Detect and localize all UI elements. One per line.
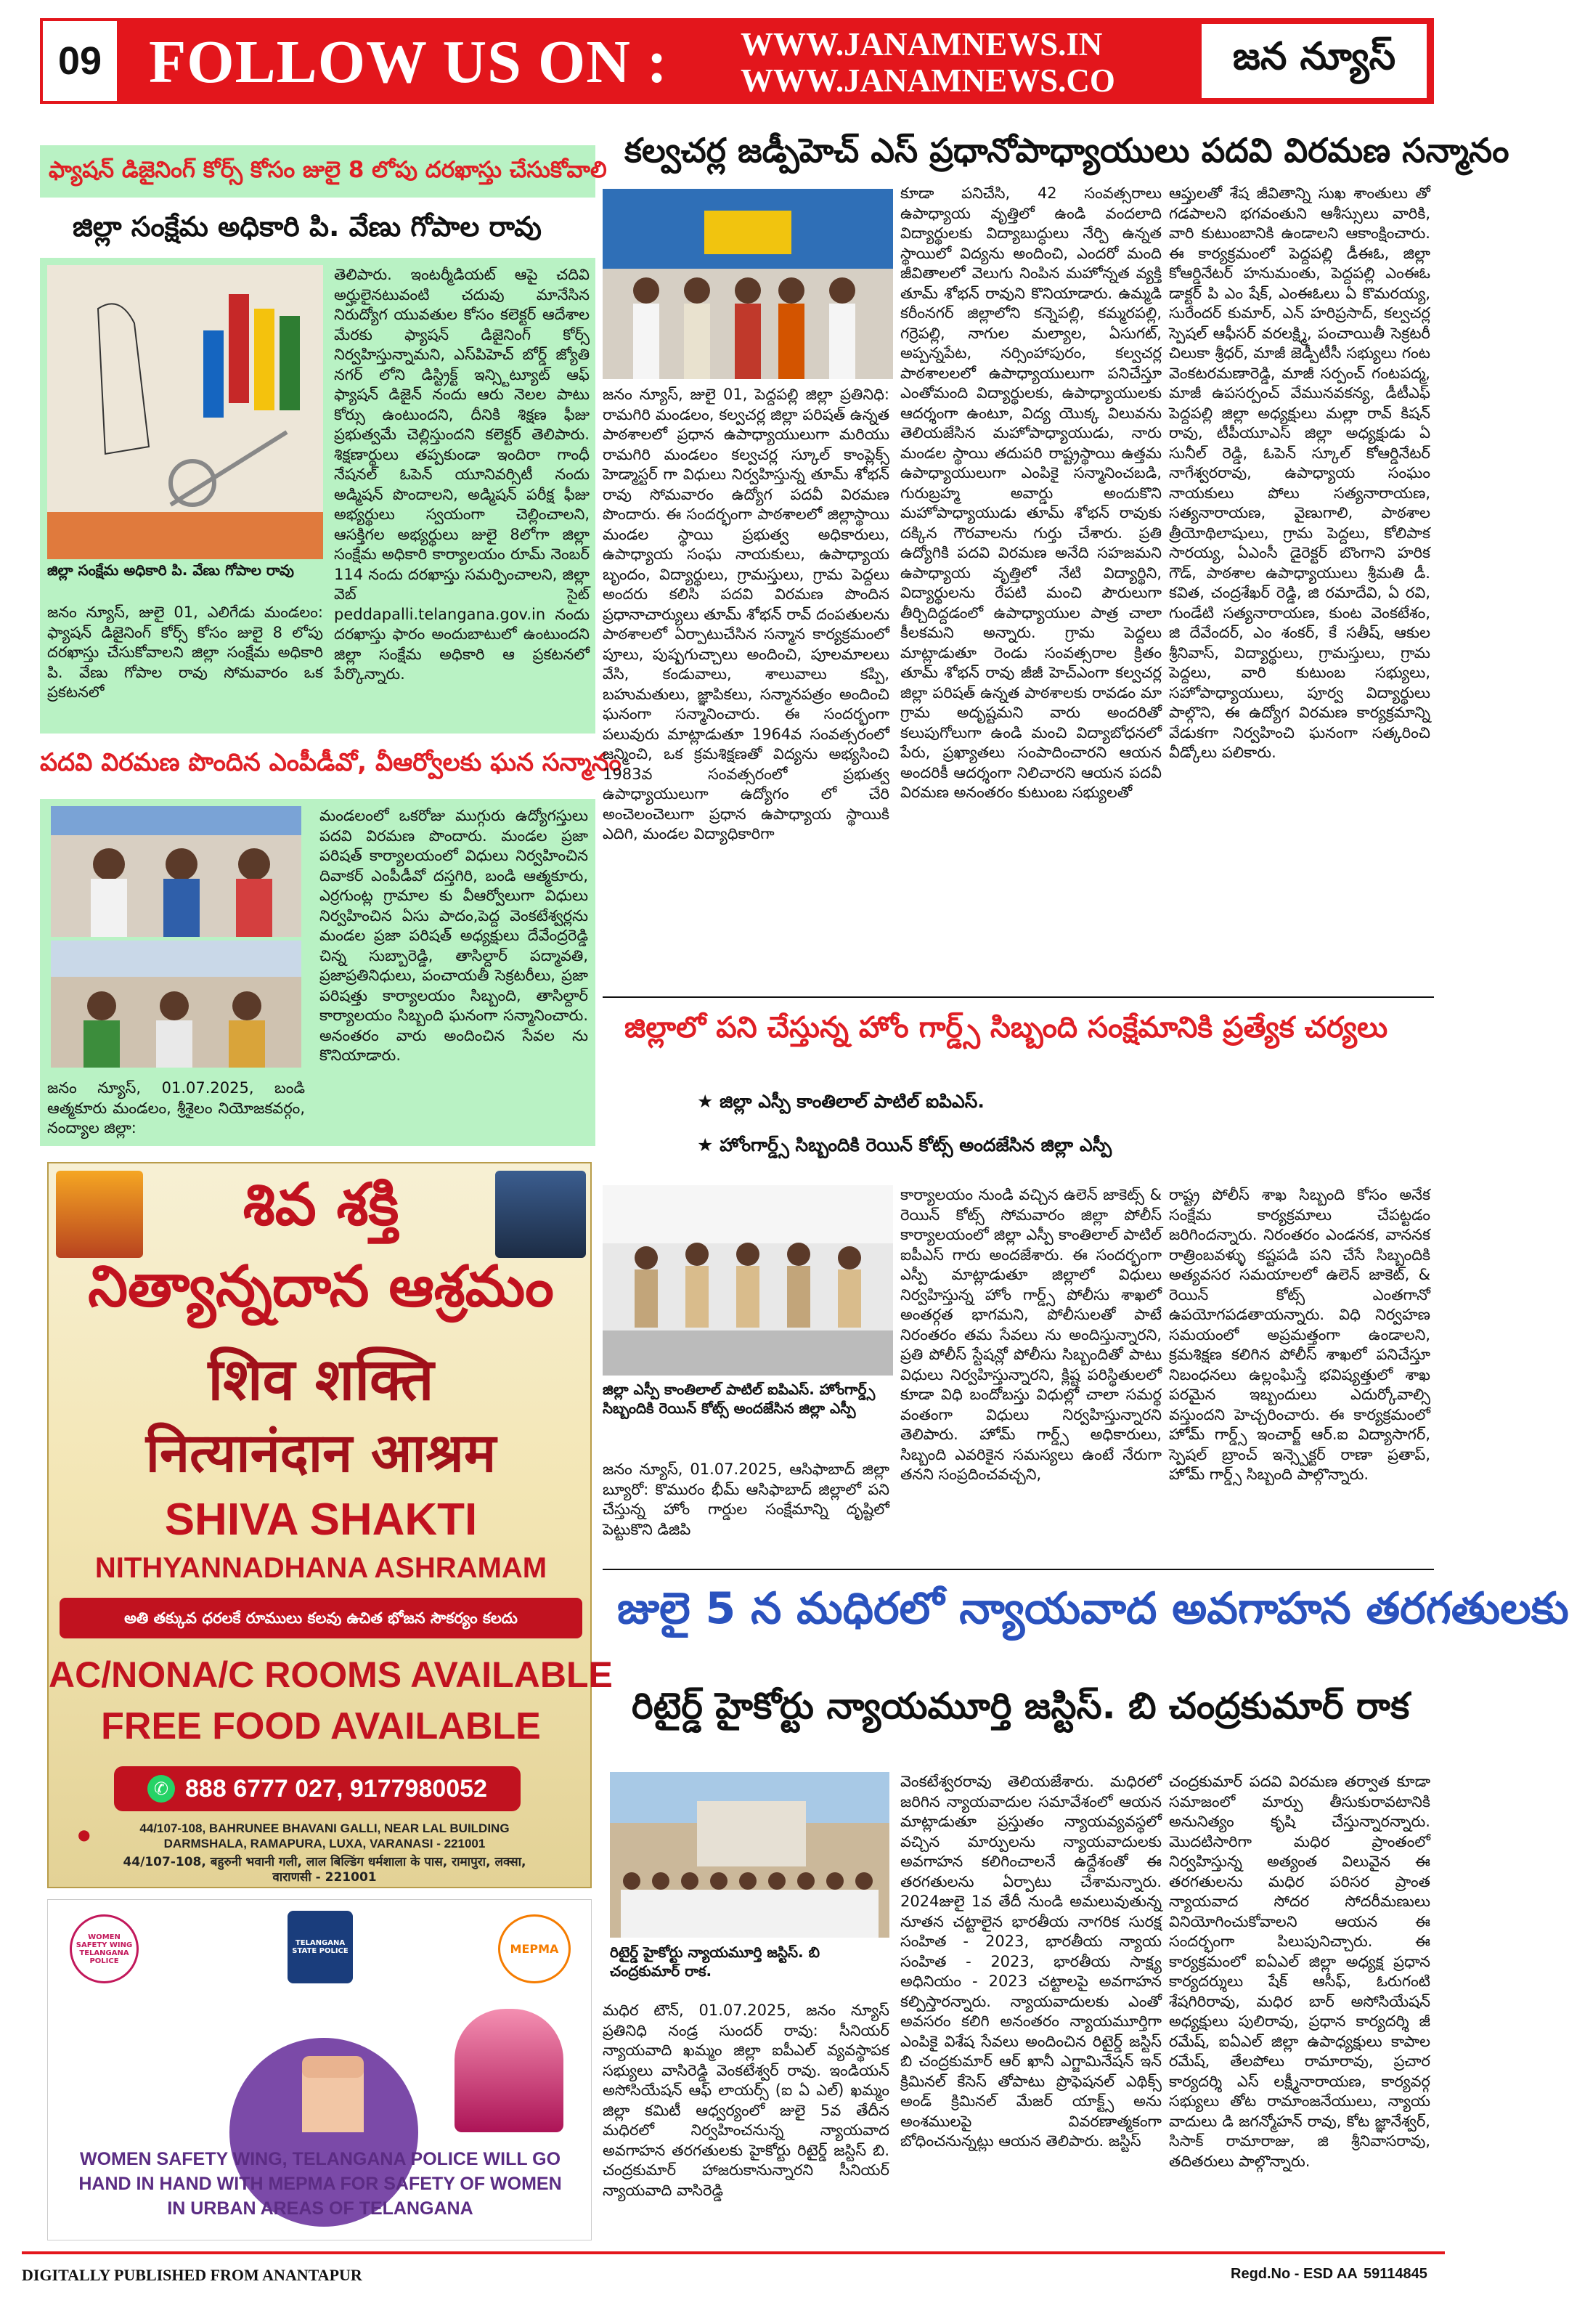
shiva-shakti-ad[interactable]	[47, 1162, 613, 1888]
mpdo-headline: పదవి విరమణ పొందిన ఎంపీడీవో, వీఆర్వోలకు ఘన సన్మానం	[40, 748, 622, 777]
ad-title-telugu-2: నిత్యాన్నదాన ఆశ్రమం	[88, 1254, 554, 1320]
homeguards-body-col1: జనం న్యూస్, 01.07.2025, ఆసిఫాబాద్ జిల్లా బ్యూరో: కొమురం భీమ్ ఆసిఫాబాద్ జిల్లాలో పని చేస్తున్న హోం గార్డుల సంక్షేమాన్ని దృష్టిలో పెట్టుకొని డిజిపి	[603, 1460, 889, 1538]
woman-illustration	[455, 2009, 563, 2132]
ad-title-english-1: SHIVA SHAKTI	[164, 1495, 478, 1545]
kalvacharla-body-col2: కూడా పనిచేసి, 42 సంవత్సరాలు ఉపాధ్యాయ వృత్తిలో ఉండి వందలాది విద్యార్థులకు విద్యాబుద్ధులు నేర్పి ఉన్నత స్థాయిలో విద్యను అందించి, ఎందరో మంది జీవితాలలో వెలుగు నింపిన మహోన్నత వ్యక్తి తూమ్ శోభన్ రావుని కొనియాడారు. ఉమ్మడి కరీంనగర్ జిల్లాలోని కన్నెపల్లి, కమ్మరపల్లి, గర్రెపల్లి, నాగుల మల్యాల, ఏసుగట్, అప్పన్నపేట, నర్సింహాపురం, కల్వచర్ల పాఠశాలలలో ఉపాధ్యాయులుగా పనిచేస్తూ ఎంతోమంది విద్యార్థులకు, ఉపాధ్యాయులకు ఆదర్శంగా ఉంటూ, విద్య యొక్క విలువను తెలియజేసిన మహోపాధ్యాయుడు, నారు మండల స్థాయి తదుపరి రాష్ట్రస్థాయి ఉత్తమ ఉపాధ్యాయులుగా ఎంపికై సన్మానించబడి, గురుబ్రహ్మ అవార్డు అందుకొని మహోపాధ్యాయుడు తూమ్ శోభన్ రావుకు దక్కిన గౌరవాలను గుర్తు చేశారు. ప్రతి ఉద్యోగికి పదవి విరమణ అనేది సహజమని ఉపాధ్యాయ వృత్తిలో నేటి విద్యార్థిని, విద్యార్థులను రేపటి మంచి పౌరులుగా తీర్చిదిద్దడంలో ఉపాధ్యాయుల పాత్ర చాలా కీలకమని అన్నారు. గ్రామ పెద్దలు మాట్లాడుతూ రెండు సంవత్సరాల క్రితం తూమ్ శోభన్ రావు జీజీ హెచ్‌ఎంగా కల్వచర్ల జిల్లా పరిషత్ ఉన్నత పాఠశాలకు రావడం మా గ్రామ అదృష్టమని వారు అందరితో కలుపుగోలుగా ఉండి మంచి విద్యాబోధనలో పేరు, ప్రఖ్యాతలు సంపాదించారని ఆయన అందరికీ ఆదర్శంగా నిలిచారని ఆయన పదవీ విరమణ అనంతరం కుటుంబ సభ్యులతో	[900, 184, 1162, 801]
separator-2	[603, 1569, 1434, 1570]
whatsapp-icon: ✆	[147, 1775, 175, 1803]
footer-regd-number: 59114845	[1364, 2266, 1427, 2282]
kalvacharla-headline: కల్వచర్ల జడ్పీహెచ్ ఎస్ ప్రధానోపాధ్యాయులు పదవి విరమణ సన్మానం	[624, 131, 1509, 170]
mepma-logo: MEPMA	[498, 1914, 571, 1983]
ad-phone-bar[interactable]	[114, 1766, 521, 1811]
madhira-headline: జులై 5 న మధిరలో న్యాయవాద అవగాహన తరగతులకు	[617, 1583, 1569, 1634]
raincoat-distribution-image	[603, 1185, 893, 1376]
ad-title-hindi-2: नित्यानंदान आश्रम	[145, 1422, 497, 1484]
ad-address-hindi: 44/107-108, बहुरुनी भवानी गली, लाल बिल्डिंग धर्मशाला के पास, रामापुरा, लक्सा, वाराणसी - 221001	[123, 1855, 526, 1885]
homeguards-photo-caption: జిల్లా ఎస్పీ కాంతిలాల్ పాటిల్ ఐపిఎస్. హోంగార్డ్స్ సిబ్బందికి రెయిన్ కోట్స్ అందజేసిన జిల్లా ఎస్పీ	[603, 1381, 876, 1417]
separator-1	[603, 996, 1434, 998]
women-safety-text: WOMEN SAFETY WING, TELANGANA POLICE WILL GO HAND IN HAND WITH MEPMA FOR SAFETY OF WOMEN IN URBAN AREAS OF TELANGANA	[78, 2149, 562, 2219]
homeguards-bullet-2: ★ హోంగార్డ్స్ సిబ్బందికి రెయిన్ కోట్స్ అందజేసిన జిల్లా ఎస్పీ	[697, 1134, 1112, 1155]
website-url-2[interactable]: WWW.JANAMNEWS.CO	[741, 62, 1115, 99]
homeguards-photo	[603, 1185, 893, 1376]
kalvacharla-body-col3: ఆప్తులతో శేష జీవితాన్ని సుఖ శాంతులు తో గడపాలని భగవంతుని ఆశీస్సులు వారికి, వారి కుటుంబానికి ఉండాలని ఆకాంక్షించారు. ఈ కార్యక్రమంలో పెద్దపల్లి డీఈఓ, జిల్లా కోఆర్డినేటర్ హనుమంతు, పెద్దపల్లి ఎంఈఓ డాక్టర్ పి ఎం షేక్, ఎంఈఓలు ఏ కొమరయ్య, సురేందర్ కుమార్, ఎన్ హరిప్రసాద్, కల్వచర్ల స్పెషల్ ఆఫీసర్ వరలక్ష్మి, పంచాయితీ సెక్రటరీ చిలుకా శ్రీధర్, మాజీ జెడ్పీటీసీ సభ్యులు గంట వెంకటరమణారెడ్డి, మాజీ సర్పంచ్ గంటపద్మ, మాజీ ఉపసర్పంచ్ వేమునవకన్య, డీటీఎఫ్ పెద్దపల్లి జిల్లా అధ్యక్షులు మల్లా రావ్ కిషన్ రావు, టీపీయూఎస్ జిల్లా అధ్యక్షుడు ఏ సునీల్ రెడ్డి, ఓపెన్ స్కూల్ కోఆర్డినేటర్ నాగేశ్వరరావు, ఉపాధ్యాయ సంఘం నాయకులు పోలు సత్యనారాయణ, సత్యనారాయణ, వైణుగాలి, పాఠశాల త్రీయోథిలాషులు, గ్రామ పెద్దలు, కోలిపాక సారయ్య, ఏఎంసీ డైరెక్టర్ బొంగాని హరిక గౌడ్, పాఠశాల ఉపాధ్యాయులు శ్రీమతి డీ. కవిత, చంద్రశేఖర్ రెడ్డి, జి రమాదేవి, ఏ రవి, గుండేటి సత్యనారాయణ, కుంట వెంకటేశం, జి దేవేందర్, ఎం శంకర్, కే సతీష్, ఆకుల శ్రీనివాస్, విద్యార్థులు, గ్రామస్తులు, గ్రామ పెద్దలు, వారి కుటుంబ సభ్యులు, సహోపాధ్యాయులు, పూర్వ విద్యార్థులు పాల్గొని, ఈ ఉద్యోగ విరమణ కార్యక్రమాన్ని వేడుకగా నిర్వహించి ఘనంగా సత్కరించి వీడ్కోలు పలికారు.	[1169, 184, 1430, 761]
ad-title-hindi-1: शिव शक्ति	[208, 1346, 434, 1413]
madhira-subhead: రిటైర్డ్ హైకోర్టు న్యాయమూర్తి జస్టిస్. బి చంద్రకుమార్ రాక	[632, 1685, 1410, 1727]
page-number: 09	[57, 39, 102, 83]
homeguards-body-col2: కార్యాలయం నుండి వచ్చిన ఉలెన్ జాకెట్స్ & రెయిన్ కోట్స్ సోమవారం జిల్లా పోలీస్ కార్యాలయంలో జిల్లా ఎస్పీ కాంతిలాల్ పాటిల్ ఐపీఎస్ గారు అందజేశారు. ఈ సందర్భంగా ఎస్పీ మాట్లాడుతూ జిల్లాలో విధులు నిర్వహిస్తున్న హోం గార్డ్స్ పోలీసు శాఖలో అంతర్గత భాగమని, పోలీసులతో పాటే నిరంతరం తమ సేవలు ను అందిస్తున్నారని, ప్రతి పోలీస్ స్టేషన్లో పోలీసు సిబ్బందితో పాటు విధులు నిర్వహిస్తున్నారని, క్లిష్ట పరిస్థితులలో కూడా విధి బందోబస్తు విధుల్లో చాలా సమర్థ వంతంగా విధులు నిర్వహిస్తున్నారని తెలిపారు. హోమ్ గార్డ్స్ అధికారులు, సిబ్బంది ఎవరికైన సమస్యలు ఉంటే నేరుగా తనని సంప్రదించవచ్చని,	[900, 1186, 1162, 1483]
madhira-body-col3: చంద్రకుమార్ పదవి విరమణ తర్వాత కూడా సమాజంలో మార్పు తీసుకురావటానికి అనునిత్యం కృషి చేస్తున్నారన్నారు. మొదటిసారిగా మధిర ప్రాంతంలో నిర్వహిస్తున్న అత్యంత విలువైన ఈ తరగతులను మధిర పరిసర ప్రాంత న్యాయవాద సోదర సోదరీమణులు వినియోగించుకోవాలని ఆయన ఈ సందర్భంగా పిలుపునిచ్చారు. ఈ కార్యక్రమంలో ఐఏఎల్ జిల్లా అధ్యక్ష ప్రధాన కార్యదర్శులు షేక్ ఆసీఫ్, ఓరుగంటి శేషగిరిరావు, మధిర బార్ అసోసియేషన్ అధ్యక్షులు పులిరావు, ప్రధాన కార్యదర్శి జీ రమేష్, ఐఏఎల్ జిల్లా ఉపాధ్యక్షులు కాపాల రమేష్, తేలపోలు రామారావు, ప్రచార కార్యదర్శి ఎస్ లక్ష్మీనారాయణ, కార్యవర్గ సభ్యులు తోట రామాంజనేయులు, న్యాయ వాదులు డి జగన్మోహన్ రావు, కోట జ్ఞానేశ్వర్, సిసాక్ రామారాజు, జి శ్రీనివాసరావు, తదితరులు పాల్గొన్నారు.	[1169, 1773, 1430, 2170]
footer-published-from: DIGITALLY PUBLISHED FROM ANANTAPUR	[22, 2266, 362, 2284]
ad-free-food: FREE FOOD AVAILABLE	[101, 1705, 541, 1747]
homeguards-headline: జిల్లాలో పని చేస్తున్న హోం గార్డ్స్ సిబ్బంది సంక్షేమానికి ప్రత్యేక చర్యలు	[624, 1011, 1388, 1044]
page-header	[40, 18, 1434, 104]
homeguards-body-col3: రాష్ట్ర పోలీస్ శాఖ సిబ్బంది కోసం అనేక సంక్షేమ కార్యక్రమాలు చేపట్టడం జరిగిందన్నారు. నిరంతరం ఎండనక, వాననక రాత్రింబవళ్ళు కష్టపడి పని చేసే సిబ్బందికి అత్యవసర సమయాలలో ఉలెన్ జాకెట్, & రెయిన్ కోట్స్ ఎంతగానో ఉపయోగపడతాయన్నారు. విధి నిర్వహణ సమయంలో అప్రమత్తంగా ఉండాలని, క్రమశిక్షణ కలిగిన పోలీస్ శాఖలో పనిచేస్తూ నిబంధనలు ఉల్లంఘిస్తే భవిష్యత్తులో శాఖ పరమైన ఇబ్బందులు ఎదుర్కోవాల్సి వస్తుందని హెచ్చరించారు. ఈ కార్యక్రమంలో హోమ్ గార్డ్స్ ఇంచార్జ్ ఆర్.ఐ విద్యాసాగర్, స్పెషల్ బ్రాంచ్ ఇన్స్పెక్టర్ రాణా ప్రతాప్, హోమ్ గార్డ్స్ సిబ్బంది పాల్గొన్నారు.	[1169, 1186, 1430, 1483]
footer-rule	[22, 2251, 1445, 2254]
fashion-body-col2: తెలిపారు. ఇంటర్మీడియట్ ఆపై చదివి అర్హులైనటువంటి చదువు మానేసిన నిరుద్యోగ యువతుల కోసం కలెక్టర్ ఆదేశాల మేరకు ఫ్యాషన్ డిజైనింగ్ కోర్స్ నిర్వహిస్తున్నామని, ఎస్‌పిహెచ్ బోర్డ్ జ్యోతి నగర్ లోని డిస్ట్రిక్ట్ ఇన్స్టిట్యూట్ ఆఫ్ ఫ్యాషన్ డిజైన్ నందు ఆరు నెలల పాటు కోర్సు ఉంటుందని, దీనికి శిక్షణ ఫీజు ప్రభుత్వమే చెల్లిస్తుందని కలెక్టర్ తెలిపారు. శిక్షణార్థులు తప్పకుండా ఇందిరా గాంధీ నేషనల్ ఓపెన్ యూనివర్సిటీ నందు అడ్మిషన్ పొందాలని, అడ్మిషన్ పరీక్ష ఫీజు అభ్యర్థులు స్వయంగా చెల్లించాలని, ఆసక్తిగల అభ్యర్థులు జులై 8లోగా జిల్లా సంక్షేమ అధికారి కార్యాలయం రూమ్ నెంబర్ 114 నందు దరఖాస్తు సమర్పించాలని, జిల్లా వెబ్ సైట్ peddapalli.telangana.gov.in నందు దరఖాస్తు ఫారం అందుబాటులో ఉంటుందని జిల్లా సంక్షేమ అధికారి ఆ ప్రకటనలో పేర్కొన్నారు.	[334, 266, 590, 683]
page-number-box	[40, 18, 120, 104]
website-url-1[interactable]: WWW.JANAMNEWS.IN	[741, 26, 1103, 62]
fashion-body-col1: జనం న్యూస్, జులై 01, ఎలిగేడు మండలం: ఫ్యాషన్ డిజైనింగ్ కోర్స్ కోసం జులై 8 లోపు దరఖాస్తు చేసుకోవాలని జిల్లా సంక్షేమ అధికారి పి. వేణు గోపాల రావు సోమవారం ఒక ప్రకటనలో	[47, 604, 323, 701]
kalvacharla-photo	[603, 189, 893, 379]
ad-title-english-2: NITHYANNADHANA ASHRAMAM	[94, 1552, 547, 1584]
fashion-photo-caption: జిల్లా సంక్షేమ అధికారి పి. వేణు గోపాల రావు	[47, 561, 294, 579]
mpdo-felicitation-image-1	[51, 806, 301, 937]
madhira-body-col1: మధిర టౌన్, 01.07.2025, జనం న్యూస్ ప్రతినిధి నండ్ర సుందర్ రావు: సీనియర్ న్యాయవాది ఖమ్మం జిల్లా ఐపీఎల్ వ్యవస్థాపక సభ్యులు వాసిరెడ్డి వెంకటేశ్వర్ రావు. ఇండియన్ అసోసియేషన్ ఆఫ్ లాయర్స్ (ఐ ఏ ఎల్) ఖమ్మం జిల్లా కమిటీ ఆధ్వర్యంలో జులై 5వ తేదీన మధిరలో నిర్వహించనున్న న్యాయవాద అవగాహన తరగతులకు హైకోర్టు రిటైర్డ్ జస్టిస్ బి. చంద్రకుమార్ హాజరుకానున్నారని సీనియర్ న్యాయవాది వాసిరెడ్డి	[603, 2002, 889, 2199]
raised-fist-illustration	[193, 1987, 455, 2132]
logo-text: జన న్యూస్	[1232, 34, 1396, 78]
janam-news-logo	[1202, 24, 1427, 98]
madhira-photo-caption: రిటైర్డ్ హైకోర్టు న్యాయమూర్తి జస్టిస్. బి చంద్రకుమార్ రాక.	[610, 1943, 820, 1980]
women-safety-ad[interactable]	[47, 1899, 592, 2240]
mpdo-photo-1	[51, 806, 301, 937]
retirement-felicitation-image	[603, 189, 893, 379]
footer-regd-label: Regd.No - ESD AA	[1231, 2266, 1358, 2282]
madhira-body-col2: వెంకటేశ్వరరావు తెలియజేశారు. మధిరలో జరిగిన న్యాయవాదుల సమావేశంలో ఆయన మాట్లాడుతూ ప్రస్తుతం న్యాయవ్యవస్థలో వచ్చిన మార్పులను న్యాయవాదులకు అవగాహన కలిగించాలనే ఉద్దేశంతో ఈ తరగతులను ఏర్పాటు చేశామన్నారు. 2024జులై 1వ తేదీ నుండి అమలువుతున్న నూతన చట్టాలైన భారతీయ నాగరిక సురక్ష సంహిత - 2023, భారతీయ న్యాయ సంహిత - 2023, భారతీయ సాక్ష్య అధినియం - 2023 చట్టాలపై అవగాహన కల్పిస్తారన్నారు. న్యాయవాదులకు ఎంతో అవసరం కలిగి అనంతరం న్యాయమూర్తిగా ఎంపికై విశేష సేవలు అందించిన రిటైర్డ్ జస్టిస్ బి చంద్రకుమార్ ఆర్ ఖానీ ఎగ్జామినేషన్ ఇన్ క్రిమినల్ కేసెస్ తోపాటు ప్రొఫెషనల్ ఎథిక్స్ అండ్ క్రిమినల్ మేజర్ యాక్ట్స్ అను అంశములపై వివరణాత్మకంగా బోధించనున్నట్లు ఆయన తెలిపారు. జస్టిస్	[900, 1773, 1162, 2150]
ad-rooms-available: AC/NONA/C ROOMS AVAILABLE	[49, 1654, 613, 1695]
mpdo-photo-2	[51, 940, 301, 1068]
mpdo-body-col1: జనం న్యూస్, 01.07.2025, బండి ఆత్మకూరు మండలం, శ్రీశైలం నియోజకవర్గం, నంద్యాల జిల్లా:	[47, 1079, 305, 1137]
mpdo-felicitation-image-2	[51, 940, 301, 1068]
kalvacharla-body-col1: జనం న్యూస్, జులై 01, పెద్దపల్లి జిల్లా ప్రతినిధి: రామగిరి మండలం, కల్వచర్ల జిల్లా పరిషత్ ఉన్నత పాఠశాలలో ప్రధాన ఉపాధ్యాయులుగా మరియు రామగిరి మండలం కల్వచర్ల స్కూల్ కాంప్లెక్స్ హెడ్మాస్టర్ గా విధులు నిర్వహిస్తున్న తూమ్ శోభన్ రావు సోమవారం ఉద్యోగ పదవీ విరమణ పొందారు. ఈ సందర్భంగా పాఠశాలలో జిల్లాస్థాయి మండల స్థాయి ప్రభుత్వ అధికారులు, ఉపాధ్యాయ సంఘ నాయకులు, ఉపాధ్యాయ బృందం, విద్యార్థులు, గ్రామస్తులు, గ్రామ పెద్దలు అందరు కలిసి పదవి విరమణ పొందిన ప్రధానాచార్యులు తూమ్ శోభన్ రావ్ దంపతులను పాఠశాలలో ఏర్పాటుచేసిన సన్మాన కార్యక్రమంలో పూలు, పుష్పగుచ్చాలు అందించి, పూలమాలలు వేసి, కండువాలు, శాలువాలు కప్పి, బహుమతులు, జ్ఞాపికలు, సన్మానపత్రం అందించి ఘనంగా సన్మానించారు. ఈ సందర్భంగా పలువురు మాట్లాడుతూ 1964వ సంవత్సరంలో జన్మించి, ఒక క్రమశిక్షణతో విద్యను అభ్యసించి 1983వ సంవత్సరంలో ప్రభుత్వ ఉపాధ్యాయులుగా ఉద్యోగం లో చేరి అంచెలంచెలుగా ప్రధాన ఉపాధ్యాయ స్థాయికి ఎదిగి, మండల విద్యాధికారిగా	[603, 386, 889, 842]
follow-us-label: FOLLOW US ON :	[149, 28, 668, 96]
mpdo-body-col2: మండలంలో ఒకరోజు ముగ్గురు ఉద్యోగస్తులు పదవి విరమణ పొందారు. మండల ప్రజా పరిషత్ కార్యాలయంలో విధులు నిర్వహించిన దివాకర్ ఎంపీడీవో దస్తగిరి, బండి ఆత్మకూరు, ఎర్రగుంట్ల గ్రామాల కు వీఆర్వోలుగా విధులు నిర్వహించిన ఏసు పాదం,పెద్ద వెంకటేశ్వర్లను మండల ప్రజా పరిషత్ అధ్యక్షులు దేవేంద్రరెడ్డి చిన్న సుబ్బారెడ్డి, తాసిల్దార్ పద్మావతి, ప్రజాప్రతినిధులు, పంచాయతీ సెక్రటరీలు, ప్రజా పరిషత్తు కార్యాలయం సిబ్బంది, తాసిల్దార్ కార్యాలయం సిబ్బంది ఘనంగా సన్మానించారు. అనంతరం వారు అందించిన సేవల ను కొనియాడారు.	[319, 807, 588, 1064]
ad-phone-numbers: 888 6777 027, 9177980052	[185, 1774, 487, 1803]
fashion-headline: ఫ్యాషన్ డిజైనింగ్ కోర్స్ కోసం జులై 8 లోపు దరఖాస్తు చేసుకోవాలి	[49, 157, 607, 183]
fashion-photo	[47, 265, 323, 559]
fashion-subhead: జిల్లా సంక్షేమ అధికారి పి. వేణు గోపాల రావు	[73, 211, 542, 243]
fashion-headline-box	[40, 145, 607, 198]
ad-address-english: 44/107-108, BAHRUNEE BHAVANI GALLI, NEAR LAL BUILDING DARMSHALA, RAMAPURA, LUXA, VARANASI - 221001	[139, 1821, 510, 1850]
lawyers-group-image	[610, 1772, 889, 1938]
ad-tagline: అతి తక్కువ ధరలకే రూములు కలవు ఉచిత భోజన సౌకర్యం కలదు	[60, 1598, 582, 1638]
homeguards-bullet-1: ★ జిల్లా ఎస్పీ కాంతిలాల్ పాటిల్ ఐపిఎస్.	[697, 1091, 985, 1112]
location-icon: ●	[78, 1826, 91, 1843]
women-safety-wing-logo: WOMEN SAFETY WING TELANGANA POLICE	[70, 1914, 139, 1983]
ad-title-telugu-1: శివ శక్తి	[243, 1171, 399, 1238]
telangana-police-logo: TELANGANA STATE POLICE	[288, 1911, 353, 1983]
madhira-photo	[610, 1772, 889, 1938]
fashion-sketch-image	[47, 265, 323, 559]
